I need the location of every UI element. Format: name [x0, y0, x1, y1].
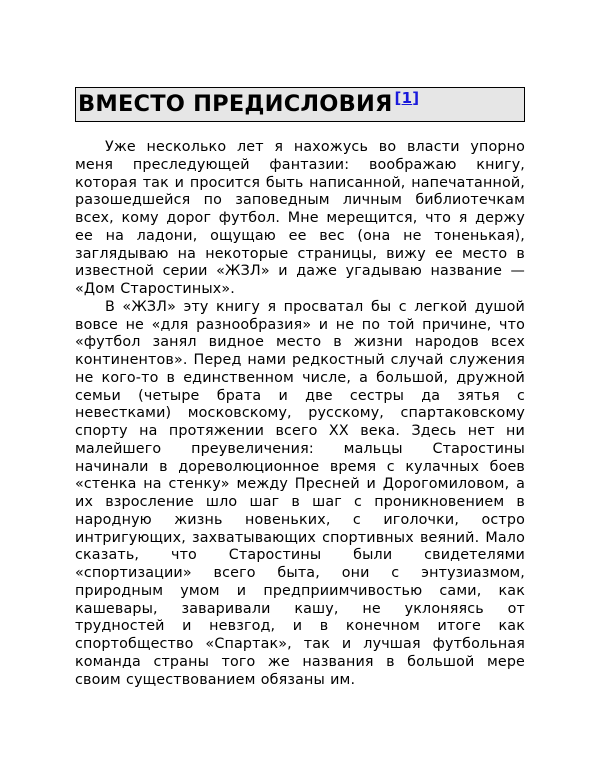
paragraph: В «ЖЗЛ» эту книгу я просватал бы с легкой душой вовсе не «для разнообразия» и не по той причине, что «футбол занял видное место в жизни народов всех континентов». Перед нами редкостный случай служения не кого-то в единственном числе, а большой, дружной семьи (четыре брата и две сестры да зятья с невестками) московскому, русскому, спартаковскому спорту на протяжении всего XX века. Здесь нет ни малейшего преувеличения: мальцы Старостины начинали в дореволюционное время с кулачных боев «стенка на стенку» между Пресней и Дорогомиловом, а их взросление шло шаг в шаг с проникновением в народную жизнь новеньких, с иголочки, остро интригующих, захватывающих спортивных веяний. Мало сказать, что Старостины были свидетелями «спортизации» всего быта, они с энтузиазмом, природным умом и предприимчивостью сами, как кашевары, заваривали кашу, не уклоняясь от трудностей и невзгод, и в конечном итоге как спортобщество «Спартак», так и лучшая футбольная команда страны того же названия в большой мере своим существованием обязаны им. [75, 298, 525, 688]
chapter-title: ВМЕСТО ПРЕДИСЛОВИЯ [78, 91, 393, 117]
footnote-link[interactable] [395, 89, 420, 107]
chapter-heading [75, 87, 525, 122]
footnote-bracket-open: [ [394, 89, 402, 107]
chapter-body [75, 139, 525, 689]
document-page [75, 87, 525, 689]
paragraph: Уже несколько лет я нахожусь во власти упорно меня преследующей фантазии: воображаю книгу, которая так и просится быть написанной, напечатанной, разошедшейся по заповедным личным библиотечкам всех, кому дорог футбол. Мне мерещится, что я держу ее на ладони, ощущаю ее вес (она не тоненькая), заглядываю на некоторые страницы, вижу ее место в известной серии «ЖЗЛ» и даже угадываю название — «Дом Старостиных». [75, 139, 525, 297]
footnote-bracket-close: ] [412, 89, 420, 107]
footnote-number: 1 [401, 89, 413, 107]
